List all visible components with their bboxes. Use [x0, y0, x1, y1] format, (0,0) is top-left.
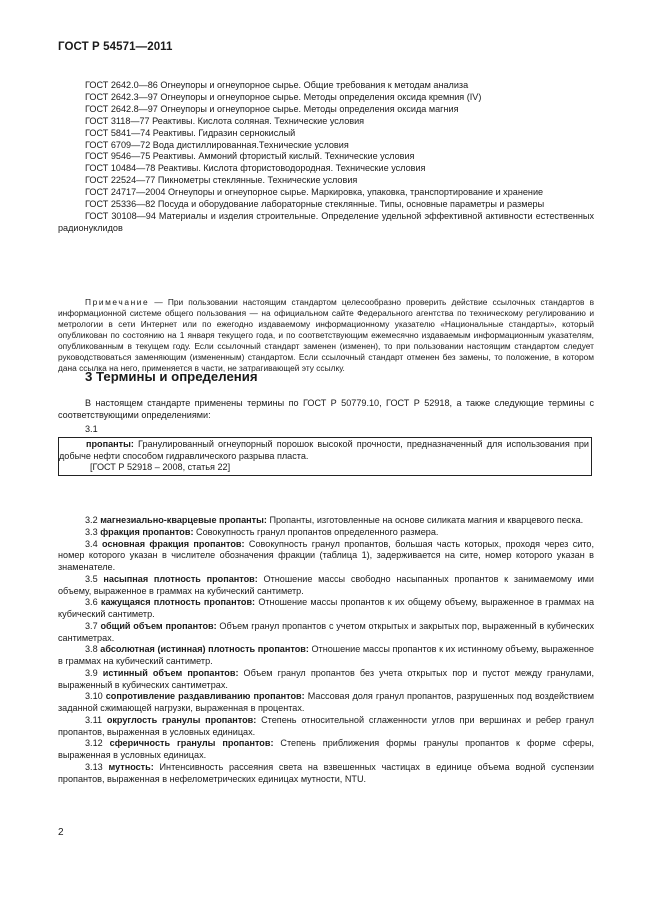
section-intro [58, 398, 594, 421]
reference-item: ГОСТ 3118—77 Реактивы. Кислота соляная. Технические условия [85, 115, 365, 126]
definition-term: мутность: [108, 761, 154, 772]
document-header: ГОСТ Р 54571—2011 [58, 41, 173, 53]
definition-term: сферичность гранулы пропантов: [109, 738, 274, 749]
definition-term: округлость гранулы пропантов: [106, 714, 257, 725]
definition-item [58, 515, 594, 527]
note-paragraph [58, 297, 594, 374]
reference-item: ГОСТ 24717—2004 Огнеупоры и огнеупорное сырье. Маркировка, упаковка, транспортирование и хранение [85, 187, 544, 198]
reference-item: ГОСТ 10484—78 Реактивы. Кислота фтористоводородная. Технические условия [85, 163, 426, 174]
definition-source: [ГОСТ Р 52918 – 2008, статья 22] [90, 462, 231, 473]
note-text: — При пользовании настоящим стандартом целесообразно проверить действие ссылочных стандартов в информационной системе общего пользования — на официальном сайте Федерального агентства по техническому регулированию и метрологии в сети Интернет или по ежегодно издаваемому информационному указателю «Национальные стандарты», который опубликован по состоянию на 1 января текущего года, и по соответствующим ежемесячно издаваемым информационным указателям, опубликованным в текущем году. Если ссылочный стандарт заменен (изменен), то при пользовании настоящим стандартом следует руководствоваться заменяющим (измененным) стандартом. Если ссылочный стандарт отменен без замены, то положение, в котором дана ссылка на него, применяется в части, не затрагивающей эту ссылку. [58, 297, 594, 373]
definition-text: Отношение массы свободно насыпанных пропантов к занимаемому ими объему, выраженное в граммах на кубический сантиметр. [58, 573, 594, 596]
definition-item [58, 527, 594, 539]
definition-term: общий объем пропантов: [100, 620, 217, 631]
definition-text: Объем гранул пропантов без учета открытых пор и пустот между гранулами, выраженный в кубических сантиметрах. [58, 667, 594, 690]
reference-item: ГОСТ 9546—75 Реактивы. Аммоний фтористый кислый. Технические условия [85, 151, 415, 162]
normative-references-list [58, 80, 594, 235]
definition-number: 3.3 [85, 526, 98, 537]
definition-text: Гранулированный огнеупорный порошок высокой прочности, предназначенный для использования при добыче нефти способом гидравлического разрыва пласта. [59, 439, 589, 461]
definition-term: кажущаяся плотность пропантов: [100, 597, 256, 608]
reference-item: ГОСТ 25336—82 Посуда и оборудование лабораторные стеклянные. Типы, основные параметры и размеры [85, 199, 545, 210]
definition-term: пропанты: [86, 439, 134, 449]
quoted-definition-box [58, 437, 592, 476]
definition-text: Степень приближения формы гранулы пропантов к форме сферы, выраженная в условных единицах. [58, 738, 595, 760]
definition-item [58, 668, 594, 692]
reference-item: ГОСТ 6709—72 Вода дистиллированная.Технические условия [85, 139, 349, 150]
definition-term: насыпная плотность пропантов: [103, 573, 258, 584]
definition-item [58, 539, 594, 574]
definition-item [58, 715, 594, 739]
definition-item [58, 738, 594, 762]
definition-text: Совокупность гранул пропантов определенного размера. [193, 526, 439, 537]
definition-number: 3.7 [85, 620, 98, 631]
definition-number: 3.10 [85, 691, 103, 702]
reference-item: ГОСТ 2642.0—86 Огнеупоры и огнеупорное сырье. Общие требования к методам анализа [85, 80, 469, 90]
definition-number: 3.6 [85, 597, 98, 608]
definition-number: 3.13 [85, 761, 103, 772]
definition-text: Массовая доля гранул пропантов, разрушенных под воздействием заданной сжимающей нагрузки, выраженная в процентах. [58, 691, 594, 713]
definition-number: 3.1 [85, 424, 98, 434]
reference-item: ГОСТ 5841—74 Реактивы. Гидразин сернокислый [85, 127, 296, 138]
definition-number: 3.12 [85, 738, 103, 749]
definition-text: Отношение массы пропантов к их общему объему, выраженное в граммах на кубический сантиметр. [58, 597, 594, 619]
definition-text: Интенсивность рассеяния света на взвешенных частицах в единице объема водной суспензии пропантов, выраженная в нефелометрических единицах мутности, NTU. [58, 761, 594, 784]
definition-number: 3.5 [85, 573, 98, 584]
definition-item [58, 597, 594, 621]
definition-number: 3.11 [85, 714, 103, 725]
definition-term: фракция пропантов: [100, 526, 194, 537]
definition-item [58, 644, 594, 668]
definitions-list [58, 515, 594, 785]
definition-term: сопротивление раздавливанию пропантов: [105, 691, 305, 702]
definition-term: магнезиально-кварцевые пропанты: [100, 515, 267, 525]
definition-text: Объем гранул пропантов с учетом открытых и закрытых пор, выраженный в кубических сантиметрах. [58, 620, 595, 643]
definition-item [58, 762, 594, 786]
definition-item [58, 621, 594, 645]
definition-text: Степень относительной сглаженности углов при вершинах и ребер гранул пропантов, выраженная в условных единицах. [58, 714, 594, 737]
reference-item: ГОСТ 2642.3—97 Огнеупоры и огнеупорное сырье. Методы определения оксида кремния (IV) [85, 91, 482, 102]
reference-item: ГОСТ 30108—94 Материалы и изделия строительные. Определение удельной эффективной активности естественных радионуклидов [58, 210, 594, 233]
definition-number: 3.4 [85, 538, 98, 549]
note-label: Примечание [85, 297, 150, 307]
definition-text: Совокупность гранул пропантов, большая часть которых, проходя через сито, номер которого указан в числителе обозначения фракции (таблица 1), задерживается на сите, номер которого указан в знаменателе. [58, 538, 594, 572]
definition-term: абсолютная (истинная) плотность пропантов: [100, 644, 309, 655]
definition-term: основная фракция пропантов: [102, 538, 245, 549]
reference-item: ГОСТ 22524—77 Пикнометры стеклянные. Технические условия [85, 175, 358, 186]
page-number: 2 [58, 827, 64, 838]
definition-text: Пропанты, изготовленные на основе силиката магния и кварцевого песка. [266, 515, 584, 525]
definition-item [58, 691, 594, 715]
definition-number: 3.9 [85, 667, 98, 678]
definition-number: 3.8 [85, 644, 98, 655]
definition-term: истинный объем пропантов: [102, 667, 239, 678]
definition-text: Отношение массы пропантов к их истинному объему, выраженное в граммах на кубический сантиметр. [58, 644, 594, 666]
definition-item [58, 574, 594, 598]
section-title: 3 Термины и определения [85, 369, 258, 384]
definition-number: 3.2 [85, 515, 98, 525]
intro-text: В настоящем стандарте применены термины по ГОСТ Р 50779.10, ГОСТ Р 52918, а также следующие термины с соответствующими определениями: [58, 398, 594, 420]
reference-item: ГОСТ 2642.8—97 Огнеупоры и огнеупорное сырье. Методы определения оксида магния [85, 103, 459, 114]
